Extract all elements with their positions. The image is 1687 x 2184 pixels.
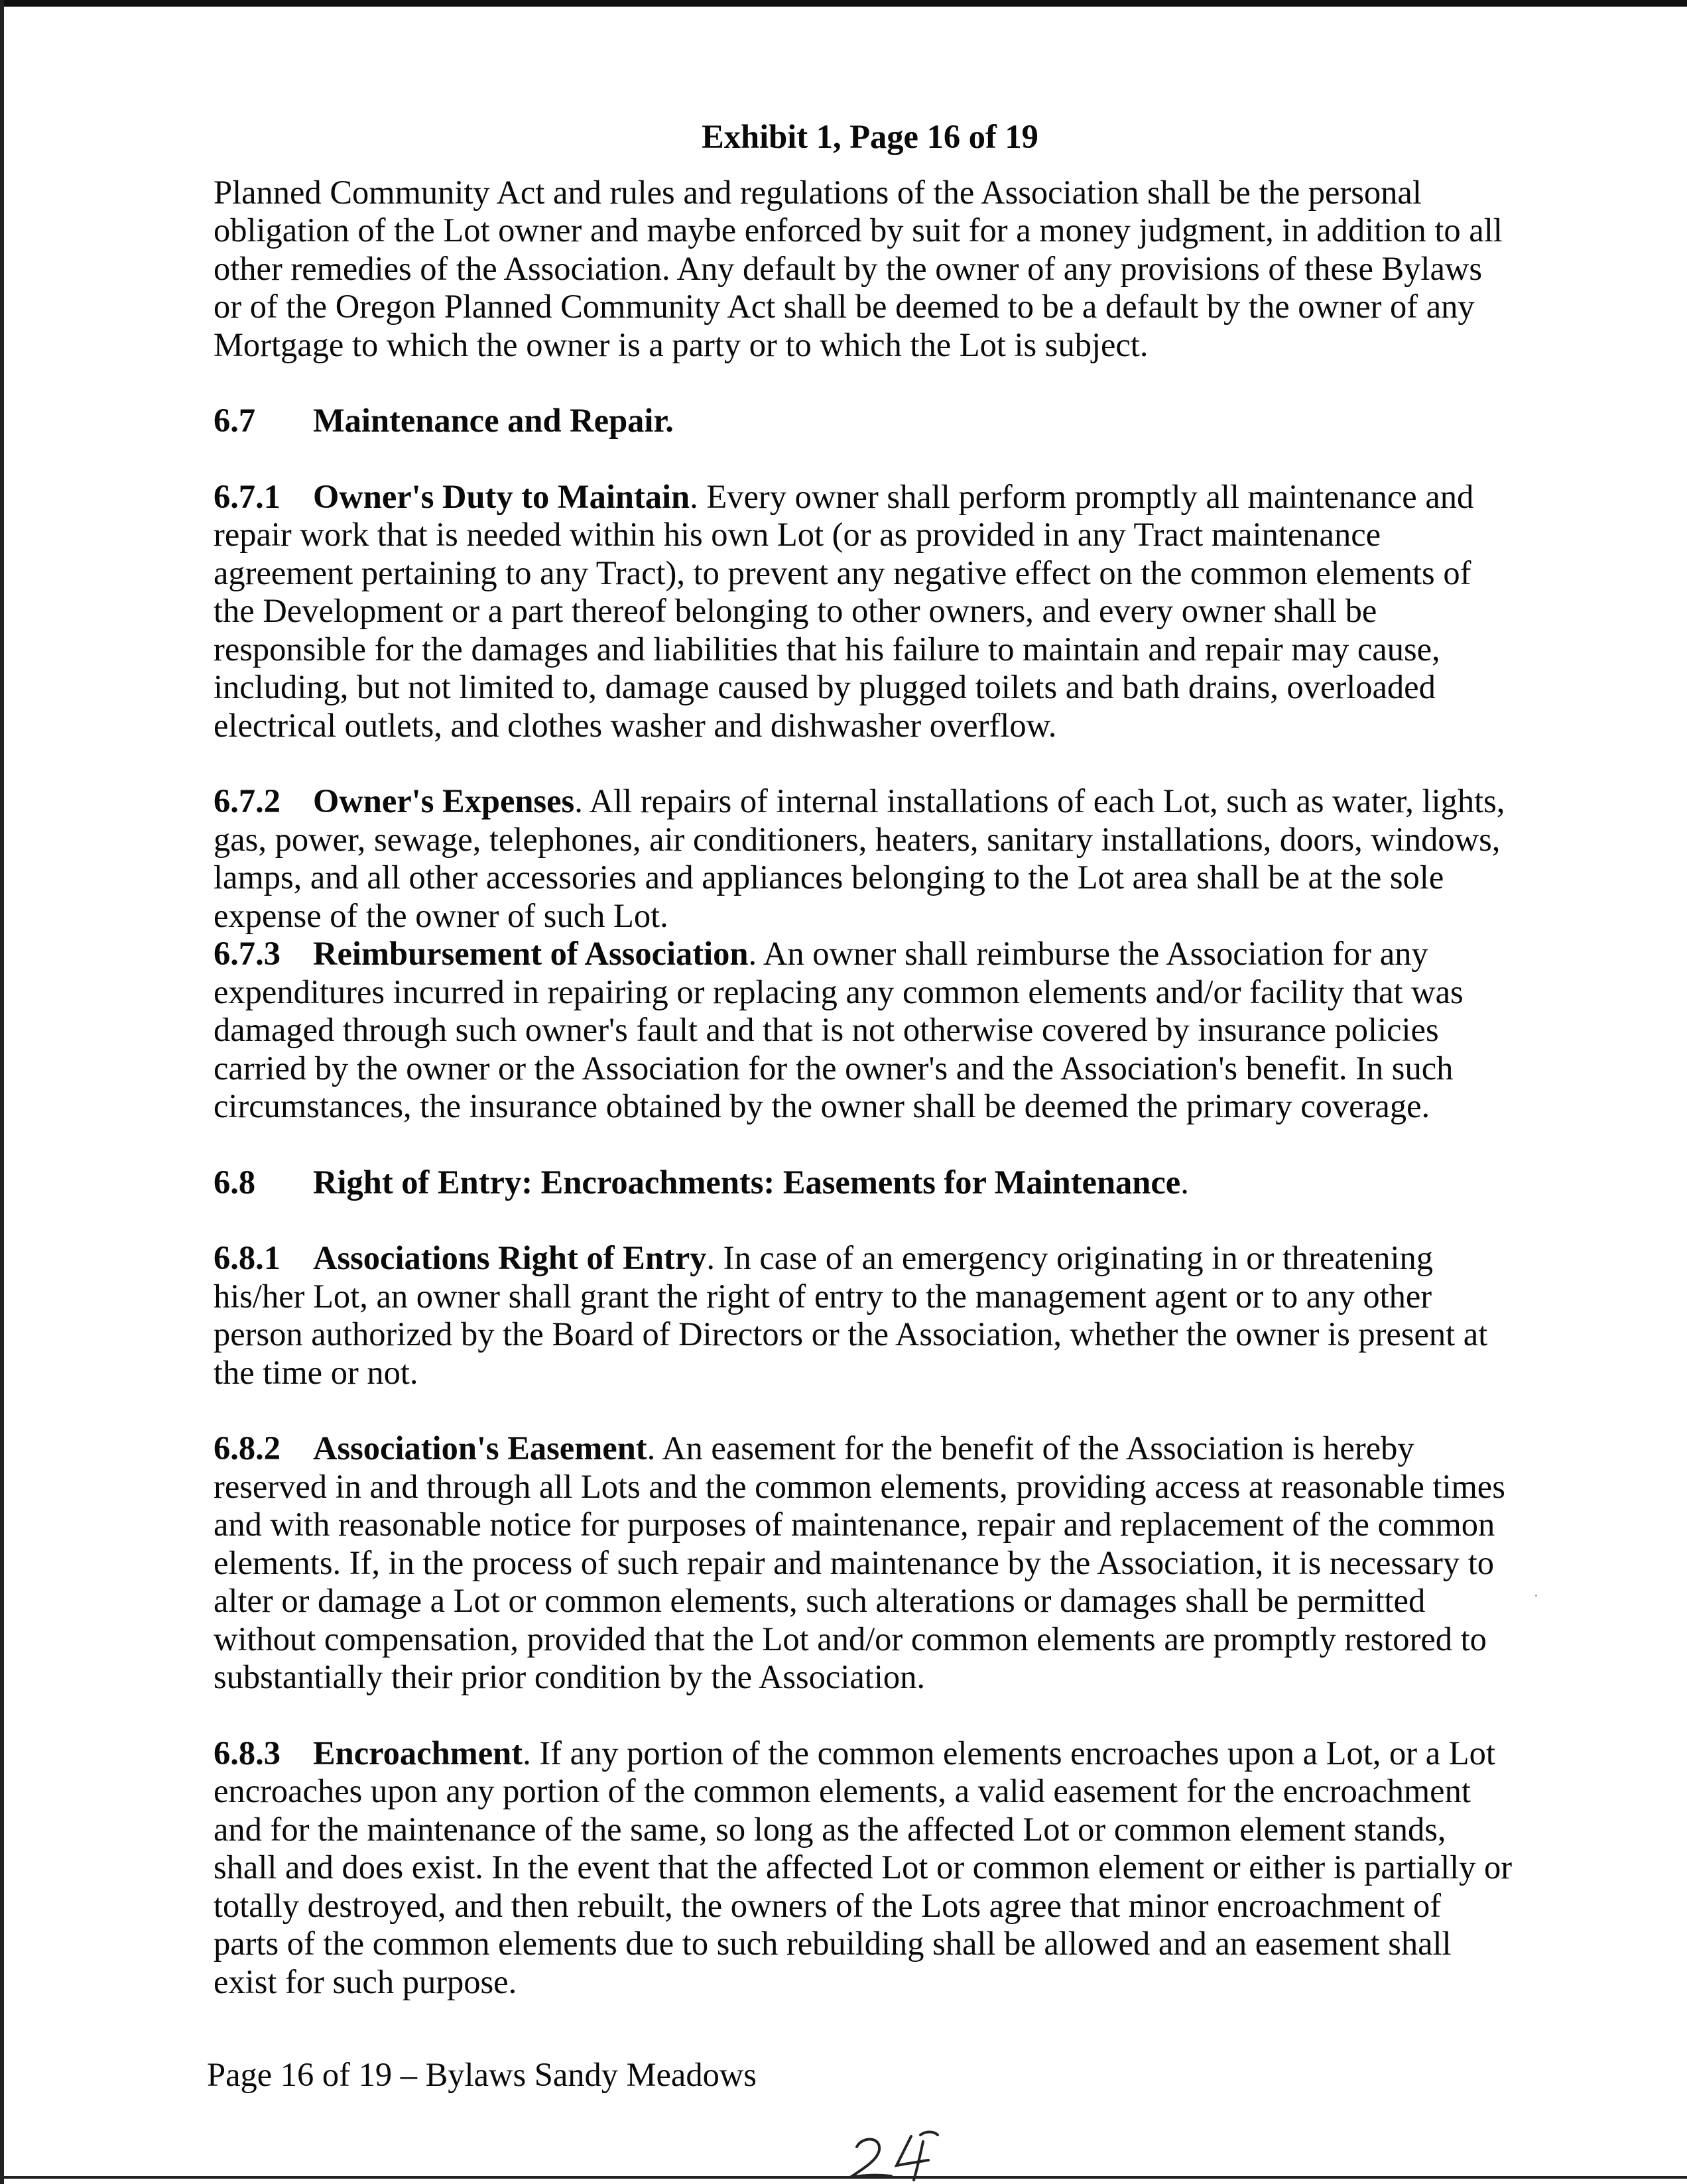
section-number: 6.7: [214, 402, 256, 439]
document-page: [214, 118, 1513, 2039]
subsection-number: 6.7.2: [214, 782, 281, 819]
section-6-8-3: [214, 1734, 1513, 2002]
subsection-number: 6.8.1: [214, 1239, 281, 1276]
page-title: Exhibit 1, Page 16 of 19: [702, 118, 1038, 155]
section-6-7-3: [214, 935, 1513, 1126]
subsection-body: . An easement for the benefit of the Association is hereby reserved in and through all Lots and the common elements, providing access at reasonable times and with reasonable notice for purposes of maintenance, repair and replacement of the common elements. If, in the process of such repair and maintenance by the Association, it is necessary to alter or damage a Lot or common elements, such alterations or damages shall be permitted without compensation, provided that the Lot and/or common elements are promptly restored to substantially their prior condition by the Association.: [214, 1429, 1505, 1695]
section-6-8-heading: [214, 1164, 1513, 1202]
page-footer: Page 16 of 19 – Bylaws Sandy Meadows: [207, 2056, 757, 2093]
section-number: 6.8: [214, 1163, 256, 1201]
section-6-7-2: [214, 782, 1513, 935]
section-title: Maintenance and Repair.: [313, 402, 674, 439]
subsection-title: Reimbursement of Association: [313, 935, 749, 972]
subsection-title: Owner's Duty to Maintain: [313, 477, 690, 515]
subsection-body: . If any portion of the common elements encroaches upon a Lot, or a Lot encroaches upon any portion of the common elements, a valid easement for the encroachment and for the maintenance of the same, so long as the affected Lot or common element stands, shall and does exist. In the event that the affected Lot or common element or either is partially or totally destroyed, and then rebuilt, the owners of the Lots agree that minor encroachment of parts of the common elements due to such rebuilding shall be allowed and an easement shall exist for such purpose.: [214, 1734, 1513, 2000]
subsection-body: . All repairs of internal installations of each Lot, such as water, lights, gas, power, sewage, telephones, air conditioners, heaters, sanitary installations, doors, windows, lamps, and all other accessories and appliances belonging to the Lot area shall be at the sole expense of the owner of such Lot.: [214, 782, 1505, 934]
section-title-period: .: [1180, 1163, 1189, 1201]
scan-left-border: [0, 0, 4, 2184]
subsection-number: 6.8.3: [214, 1734, 281, 1772]
subsection-body: . An owner shall reimburse the Association for any expenditures incurred in repairing or replacing any common elements and/or facility that was damaged through such owner's fault and that is not otherwise covered by insurance policies carried by the owner or the Association for the owner's and the Association's benefit. In such circumstances, the insurance obtained by the owner shall be deemed the primary coverage.: [214, 935, 1464, 1124]
subsection-number: 6.7.1: [214, 477, 281, 515]
handwritten-page-number: [842, 2122, 948, 2181]
subsection-title: Owner's Expenses: [313, 782, 575, 819]
subsection-title: Association's Easement: [313, 1429, 647, 1467]
subsection-title: Associations Right of Entry: [313, 1239, 707, 1276]
scan-speck: [1535, 1595, 1537, 1597]
subsection-body: . Every owner shall perform promptly all maintenance and repair work that is needed within his own Lot (or as provided in any Tract maintenance agreement pertaining to any Tract), to prevent any negative effect on the common elements of the Development or a part thereof belonging to other owners, and every owner shall be responsible for the damages and liabilities that his failure to maintain and repair may cause, including, but not limited to, damage caused by plugged toilets and bath drains, overloaded electrical outlets, and clothes washer and dishwasher overflow.: [214, 477, 1474, 744]
section-6-8-1: [214, 1239, 1513, 1392]
subsection-body: . In case of an emergency originating in or threatening his/her Lot, an owner shall grant the right of entry to the management agent or to any other person authorized by the Board of Directors or the Association, whether the owner is present at the time or not.: [214, 1239, 1488, 1391]
section-title: Right of Entry: Encroachments: Easements for Maintenance: [313, 1163, 1181, 1201]
subsection-number: 6.7.3: [214, 935, 281, 972]
section-6-7-1: [214, 478, 1513, 745]
subsection-number: 6.8.2: [214, 1429, 281, 1467]
subsection-title: Encroachment: [313, 1734, 523, 1772]
section-6-8-2: [214, 1429, 1513, 1697]
intro-paragraph: Planned Community Act and rules and regulations of the Association shall be the personal obligation of the Lot owner and maybe enforced by suit for a money judgment, in addition to all other remedies of the Association. Any default by the owner of any provisions of these Bylaws or of the Oregon Planned Community Act shall be deemed to be a default by the owner of any Mortgage to which the owner is a party or to which the Lot is subject.: [214, 173, 1503, 363]
scan-top-border: [0, 0, 1687, 7]
section-6-7-heading: [214, 402, 1513, 440]
